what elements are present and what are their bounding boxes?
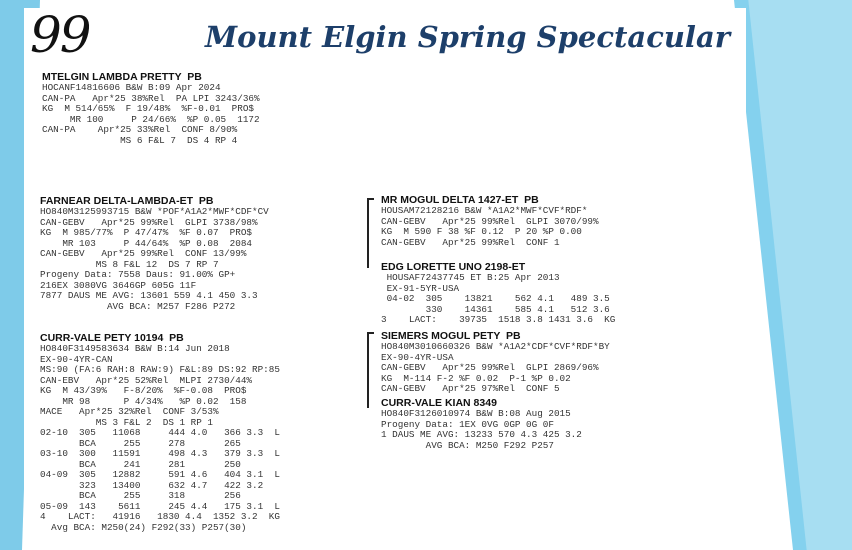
entry-line: Progeny Data: 7558 Daus: 91.00% GP+ xyxy=(40,269,236,280)
pedigree-entry xyxy=(40,332,280,533)
pedigree-entry xyxy=(381,397,582,451)
entry-line: 330 14361 585 4.1 512 3.6 xyxy=(381,303,610,315)
entry-line: 323 13400 632 4.7 422 3.2 xyxy=(40,479,264,491)
entry-line: Progeny Data: 1EX 0VG 0GP 0G 0F xyxy=(381,418,554,430)
entry-line: CAN-PA Apr*25 33%Rel CONF 8/90% xyxy=(42,124,238,135)
entry-line: 03-10 300 11591 498 4.3 379 3.3 L xyxy=(40,448,280,459)
entry-line: MACE Apr*25 32%Rel CONF 3/53% xyxy=(40,406,219,417)
entry-line: CAN-GEBV Apr*25 97%Rel CONF 5 xyxy=(381,383,560,394)
pedigree-bracket xyxy=(367,332,374,408)
entry-line: MS 3 F&L 2 DS 1 RP 1 xyxy=(40,416,213,428)
entry-line: 04-02 305 13821 562 4.1 489 3.5 xyxy=(381,293,610,304)
entry-line: 04-09 305 12882 591 4.6 404 3.1 L xyxy=(40,469,280,480)
entry-line: CAN-GEBV Apr*25 99%Rel CONF 13/99% xyxy=(40,248,247,259)
entry-line: MR 98 P 4/34% %P 0.02 158 xyxy=(40,395,247,407)
entry-line: BCA 241 281 250 xyxy=(40,458,241,470)
entry-line: HO840F3126010974 B&W B:08 Aug 2015 xyxy=(381,408,571,419)
pedigree-entry xyxy=(381,261,615,326)
entry-line: HO840M3010660326 B&W *A1A2*CDF*CVF*RDF*BY xyxy=(381,341,610,352)
entry-line: CAN-GEBV Apr*25 99%Rel GLPI 3738/98% xyxy=(40,216,258,228)
entry-line: HO840M3125993715 B&W *POF*A1A2*MWF*CDF*CV xyxy=(40,206,269,217)
pedigree-entry xyxy=(42,71,260,146)
pedigree-entry xyxy=(381,330,610,395)
right-accent-shape-light xyxy=(744,0,852,550)
entry-line: KG M 43/39% F-8/20% %F-0.08 PRO$ xyxy=(40,385,247,396)
entry-line: CAN-EBV Apr*25 52%Rel MLPI 2730/44% xyxy=(40,374,253,386)
entry-line: HOUSAM72128216 B&W *A1A2*MWF*CVF*RDF* xyxy=(381,205,588,216)
entry-line: MR 103 P 44/64% %P 0.08 2084 xyxy=(40,237,253,249)
pedigree-entry xyxy=(381,194,599,248)
animal-name: CURR-VALE KIAN 8349 xyxy=(381,397,497,409)
entry-line: EX-90-4YR-USA xyxy=(381,351,454,363)
entry-line: KG M 985/77% P 47/47% %F 0.07 PRO$ xyxy=(40,227,253,238)
entry-line: MS 6 F&L 7 DS 4 RP 4 xyxy=(42,134,238,146)
entry-line: BCA 255 278 265 xyxy=(40,437,241,449)
entry-line: 02-10 305 11068 444 4.0 366 3.3 L xyxy=(40,427,280,438)
page-title: Mount Elgin Spring Spectacular xyxy=(205,20,731,54)
animal-name: MTELGIN LAMBDA PRETTY PB xyxy=(42,71,202,83)
entry-line: AVG BCA: M257 F286 P272 xyxy=(40,300,236,312)
animal-name: CURR-VALE PETY 10194 PB xyxy=(40,332,184,344)
entry-line: KG M 514/65% F 19/48% %F-0.01 PRO$ xyxy=(42,103,255,114)
entry-line: CAN-PA Apr*25 38%Rel PA LPI 3243/36% xyxy=(42,92,260,104)
entry-line: AVG BCA: M250 F292 P257 xyxy=(381,439,554,451)
entry-line: CAN-GEBV Apr*25 99%Rel CONF 1 xyxy=(381,236,560,248)
entry-line: MR 100 P 24/66% %P 0.05 1172 xyxy=(42,113,260,125)
entry-line: EX-91-5YR-USA xyxy=(381,282,460,294)
entry-line: KG M 590 F 38 %F 0.12 P 20 %P 0.00 xyxy=(381,226,582,237)
entry-line: BCA 255 318 256 xyxy=(40,490,241,501)
entry-line: 4 LACT: 41916 1830 4.4 1352 3.2 KG xyxy=(40,511,280,522)
entry-line: 3 LACT: 39735 1518 3.8 1431 3.6 KG xyxy=(381,314,616,325)
entry-line: CAN-GEBV Apr*25 99%Rel GLPI 2869/96% xyxy=(381,362,599,373)
entry-line: HOUSAF72437745 ET B:25 Apr 2013 xyxy=(381,272,560,283)
entry-line: Avg BCA: M250(24) F292(33) P257(30) xyxy=(40,521,247,533)
entry-line: 7877 DAUS ME AVG: 13601 559 4.1 450 3.3 xyxy=(40,290,258,301)
animal-name: SIEMERS MOGUL PETY PB xyxy=(381,330,521,342)
animal-name: EDG LORETTE UNO 2198-ET xyxy=(381,261,526,273)
entry-line: EX-90-4YR-CAN xyxy=(40,353,113,365)
page-number: 99 xyxy=(30,6,90,64)
entry-line: HOCANF14816606 B&W B:09 Apr 2024 xyxy=(42,82,221,93)
entry-line: 1 DAUS ME AVG: 13233 570 4.3 425 3.2 xyxy=(381,429,582,440)
animal-name: FARNEAR DELTA-LAMBDA-ET PB xyxy=(40,195,214,207)
entry-line: 05-09 143 5611 245 4.4 175 3.1 L xyxy=(40,500,280,512)
entry-line: 216EX 3080VG 3646GP 605G 11F xyxy=(40,279,197,291)
entry-line: KG M-114 F-2 %F 0.02 P-1 %P 0.02 xyxy=(381,372,571,384)
pedigree-bracket xyxy=(367,198,374,268)
entry-line: MS 8 F&L 12 DS 7 RP 7 xyxy=(40,258,219,270)
entry-line: HO840F3149583634 B&W B:14 Jun 2018 xyxy=(40,343,230,354)
pedigree-entry xyxy=(40,195,269,312)
entry-line: MS:90 (FA:6 RAH:8 RAW:9) F&L:89 DS:92 RP:85 xyxy=(40,364,280,375)
entry-line: CAN-GEBV Apr*25 99%Rel GLPI 3070/99% xyxy=(381,215,599,227)
animal-name: MR MOGUL DELTA 1427-ET PB xyxy=(381,194,539,206)
